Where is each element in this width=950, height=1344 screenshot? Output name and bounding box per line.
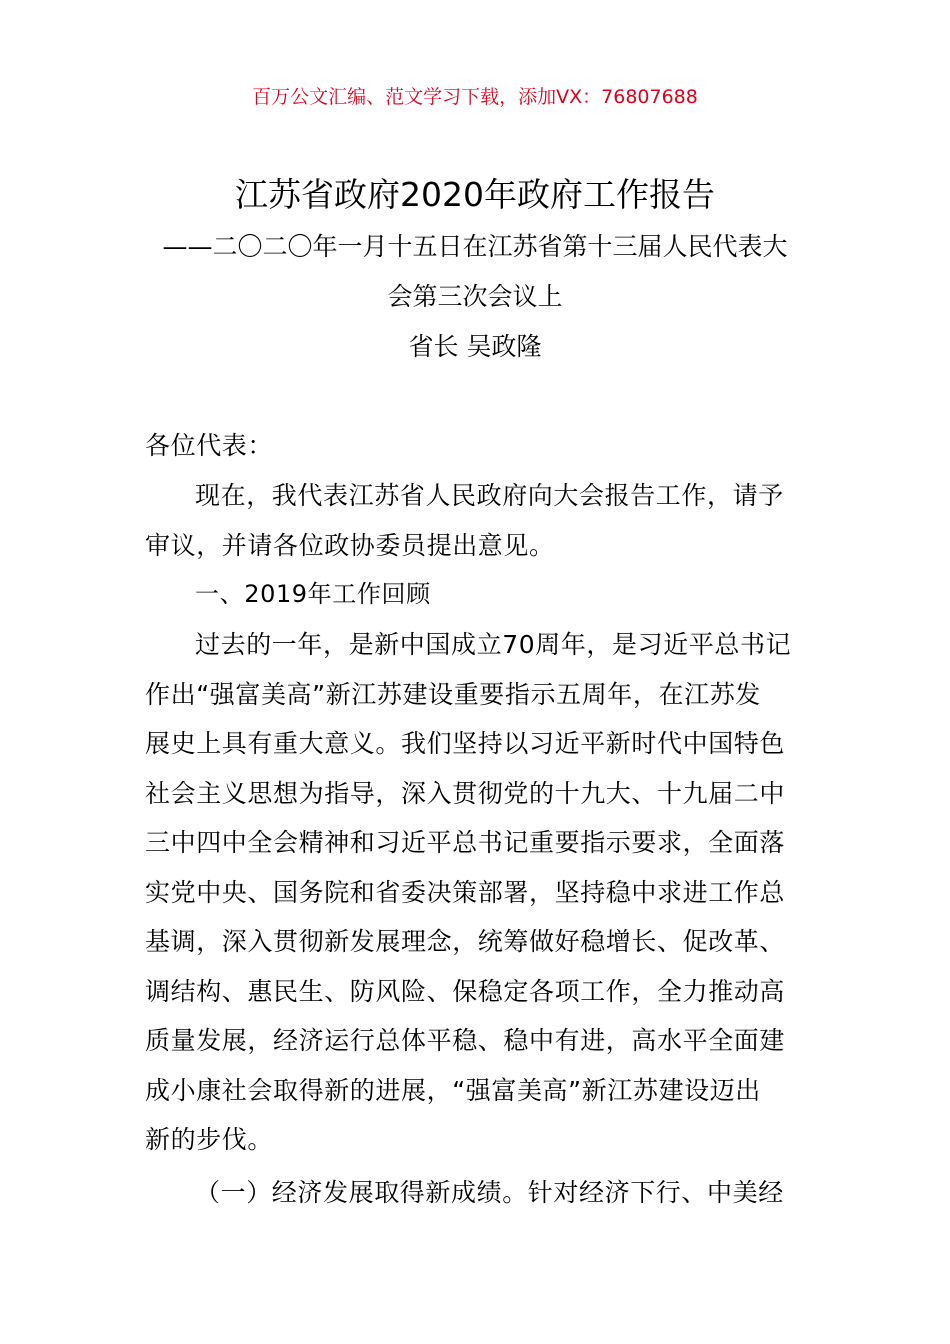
paragraph-line: 审议，并请各位政协委员提出意见。 — [145, 530, 555, 560]
subtitle-line-2: 会第三次会议上 — [387, 282, 563, 311]
paragraph-line: 成小康社会取得新的进展，“强富美高”新江苏建设迈出 — [145, 1075, 761, 1105]
paragraph-line: 新的步伐。 — [145, 1125, 274, 1154]
paragraph-line: 展史上具有重大意义。我们坚持以习近平新时代中国特色 — [145, 729, 786, 758]
paragraph-economy — [145, 1168, 807, 1218]
watermark-banner: 百万公文汇编、范文学习下载，添加VX：76807688 — [252, 86, 698, 108]
salutation: 各位代表： — [145, 431, 274, 460]
paragraph-line: 过去的一年，是新中国成立70周年，是习近平总书记 — [195, 630, 792, 659]
paragraph-review — [145, 620, 807, 1165]
subtitle-line-1: ——二〇二〇年一月十五日在江苏省第十三届人民代表大 — [162, 232, 788, 261]
speaker-name: 省长 吴政隆 — [408, 332, 542, 361]
document-title: 江苏省政府2020年政府工作报告 — [235, 175, 715, 214]
paragraph-line: 实党中央、国务院和省委决策部署，坚持稳中求进工作总 — [145, 877, 786, 907]
paragraph-line: 三中四中全会精神和习近平总书记重要指示要求，全面落 — [145, 828, 786, 857]
paragraph-intro — [145, 471, 807, 570]
section-heading: 一、2019年工作回顾 — [195, 580, 431, 608]
paragraph-line: 现在，我代表江苏省人民政府向大会报告工作，请予 — [195, 481, 784, 510]
paragraph-line: 社会主义思想为指导，深入贯彻党的十九大、十九届二中 — [145, 778, 786, 808]
paragraph-line: 质量发展，经济运行总体平稳、稳中有进，高水平全面建 — [145, 1026, 786, 1055]
paragraph-line: 基调，深入贯彻新发展理念，统筹做好稳增长、促改革、 — [145, 927, 786, 956]
paragraph-line: （一）经济发展取得新成绩。针对经济下行、中美经 — [195, 1178, 784, 1207]
paragraph-line: 调结构、惠民生、防风险、保稳定各项工作，全力推动高 — [145, 976, 786, 1006]
paragraph-line: 作出“强富美高”新江苏建设重要指示五周年，在江苏发 — [145, 679, 761, 709]
